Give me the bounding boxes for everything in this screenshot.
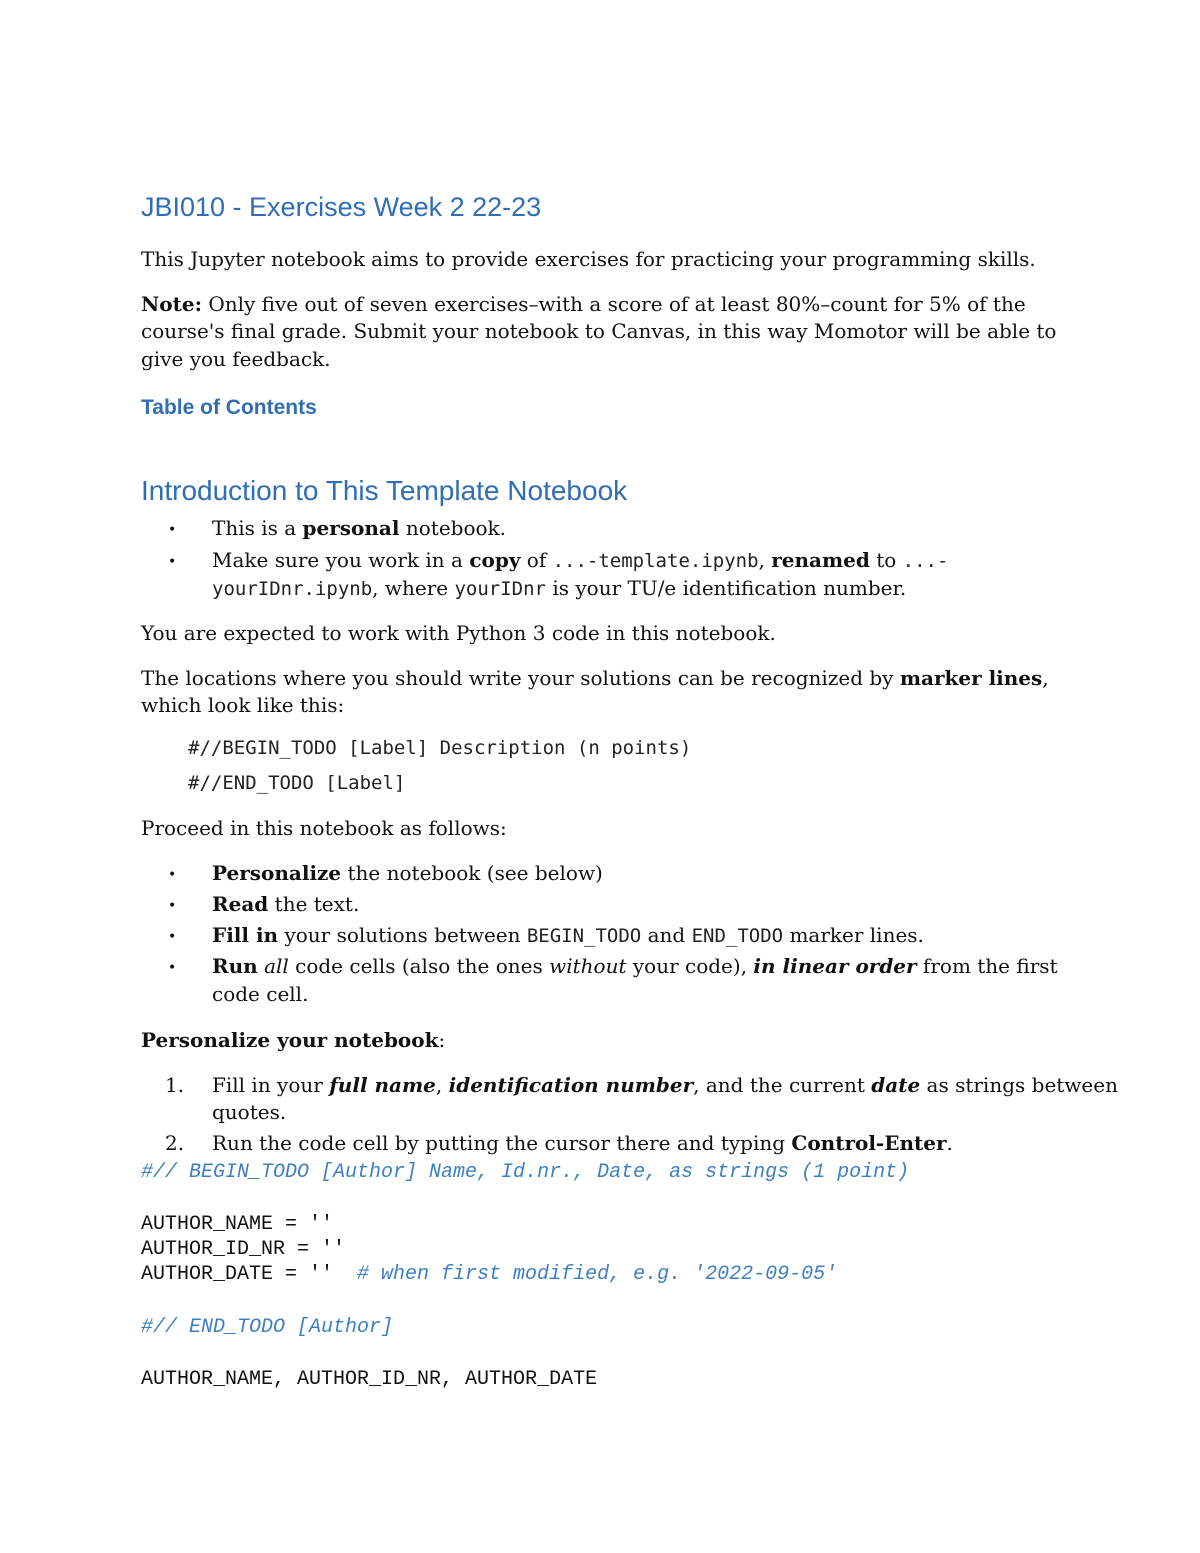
note-text-1: Only five out of seven exercises–with a score of at least 80%–count for 5% of the: [201, 292, 1026, 316]
page-title: JBI010 - Exercises Week 2 22-23: [141, 192, 542, 222]
table-of-contents-link[interactable]: Table of Contents: [141, 396, 317, 419]
intro-paragraph: This Jupyter notebook aims to provide exercises for practicing your programming skills.: [141, 247, 1036, 271]
proceed-paragraph: Proceed in this notebook as follows:: [141, 816, 507, 840]
bullet-icon: •: [168, 898, 177, 914]
text: ,: [1042, 666, 1049, 690]
text: The locations where you should write your solutions can be recognized by: [141, 666, 900, 690]
bold-text: copy: [469, 548, 521, 572]
bold-text: Read: [212, 892, 269, 916]
code-author-id: AUTHOR_ID_NR = '': [141, 1238, 346, 1261]
bold-text: Control-Enter: [791, 1131, 947, 1155]
bold-text: renamed: [771, 548, 870, 572]
marker-example-begin: #//BEGIN_TODO [Label] Description (n points): [188, 737, 692, 759]
text: from the first: [916, 954, 1058, 978]
bold-text: Personalize your notebook: [141, 1028, 439, 1052]
bold-italic-text: date: [871, 1073, 921, 1097]
code-text: yourIDnr.ipynb: [212, 578, 373, 600]
list-number: 2.: [165, 1131, 185, 1155]
text: as strings between: [920, 1073, 1118, 1097]
text: to: [869, 548, 903, 572]
code-date-comment: # when first modified, e.g. '2022-09-05': [357, 1263, 838, 1286]
code-text: ...-template.ipynb: [552, 550, 759, 572]
step-personalize: [212, 859, 603, 887]
bullet-icon: •: [168, 960, 177, 976]
bold-italic-text: full name: [329, 1073, 436, 1097]
marker-paragraph-line-2: which look like this:: [141, 693, 345, 717]
code-end-todo-comment: #// END_TODO [Author]: [141, 1316, 394, 1339]
personalize-heading: [141, 1026, 445, 1054]
numbered-item-1-line-2: quotes.: [212, 1100, 287, 1124]
bold-italic-text: identification number: [448, 1073, 694, 1097]
code-output-expression: AUTHOR_NAME, AUTHOR_ID_NR, AUTHOR_DATE: [141, 1368, 598, 1391]
step-fill-in: [212, 921, 924, 950]
code-author-name: AUTHOR_NAME = '': [141, 1213, 334, 1236]
bullet-icon: •: [168, 522, 177, 538]
section-title: Introduction to This Template Notebook: [141, 475, 628, 506]
note-line-1: [141, 290, 1026, 318]
numbered-item-2: [212, 1129, 953, 1157]
numbered-item-1: [212, 1071, 1118, 1099]
step-run-line-2: code cell.: [212, 982, 309, 1006]
text: your solutions between: [278, 923, 527, 947]
code-author-date: AUTHOR_DATE = '': [141, 1263, 334, 1286]
intro-bullet-2: [212, 546, 948, 575]
text: the notebook (see below): [341, 861, 603, 885]
list-number: 1.: [165, 1073, 185, 1097]
step-run: [212, 952, 1058, 980]
text: , and the current: [693, 1073, 872, 1097]
text: Run the code cell by putting the cursor there and typing: [212, 1131, 792, 1155]
text: of: [520, 548, 553, 572]
note-label: Note:: [141, 292, 202, 316]
code-text: ...-: [902, 550, 949, 572]
text: marker lines.: [783, 923, 924, 947]
code-text: BEGIN_TODO: [526, 925, 642, 947]
bold-text: marker lines: [899, 666, 1043, 690]
text: This is a: [212, 516, 303, 540]
text: code cells (also the ones: [288, 954, 550, 978]
intro-bullet-1: [212, 514, 506, 542]
text: the text.: [268, 892, 360, 916]
text: :: [438, 1028, 446, 1052]
bullet-icon: •: [168, 929, 177, 945]
note-line-2: course's final grade. Submit your notebook to Canvas, in this way Momotor will be able to: [141, 319, 1057, 343]
code-begin-todo-comment: #// BEGIN_TODO [Author] Name, Id.nr., Date, as strings (1 point): [141, 1161, 910, 1184]
text: .: [946, 1131, 953, 1155]
python-paragraph: You are expected to work with Python 3 code in this notebook.: [141, 621, 776, 645]
code-text: yourIDnr: [454, 578, 546, 600]
text: and: [641, 923, 692, 947]
text: , where: [372, 576, 455, 600]
bold-italic-text: in linear order: [753, 954, 917, 978]
bullet-icon: •: [168, 554, 177, 570]
bold-text: personal: [302, 516, 400, 540]
italic-text: without: [549, 954, 627, 978]
marker-paragraph-line-1: [141, 664, 1049, 692]
note-line-3: give you feedback.: [141, 347, 331, 371]
marker-example-end: #//END_TODO [Label]: [188, 772, 406, 794]
bold-text: Fill in: [212, 923, 279, 947]
text: Make sure you work in a: [212, 548, 470, 572]
text: notebook.: [399, 516, 507, 540]
step-read: [212, 890, 359, 918]
intro-bullet-2-line-2: [212, 574, 906, 603]
code-text: END_TODO: [691, 925, 784, 947]
bold-text: Run: [212, 954, 258, 978]
text: your code),: [626, 954, 754, 978]
bullet-icon: •: [168, 867, 177, 883]
text: ,: [758, 548, 772, 572]
bold-text: Personalize: [212, 861, 342, 885]
code-author-date-line: [141, 1263, 837, 1286]
text: ,: [435, 1073, 449, 1097]
text: is your TU/e identification number.: [545, 576, 907, 600]
italic-text: all: [264, 954, 289, 978]
text: Fill in your: [212, 1073, 330, 1097]
